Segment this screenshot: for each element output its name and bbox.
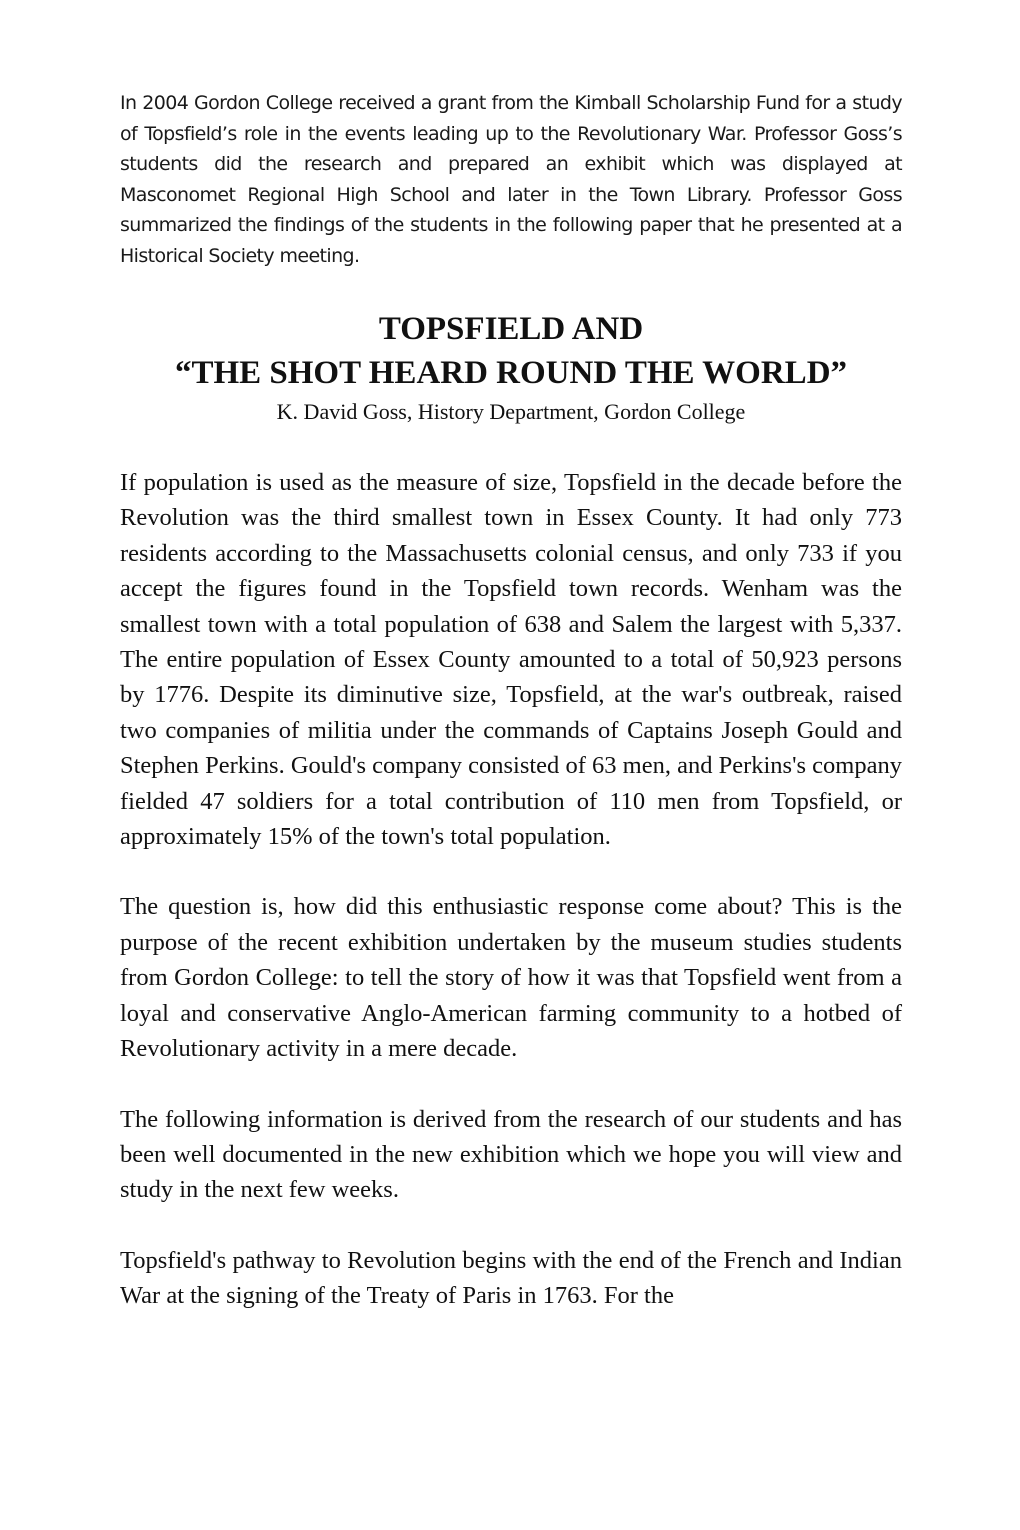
title-block [120,307,902,429]
body-paragraph-3: The following information is derived from the research of our students and has been well documented in the new exhibition which we hope you will view and study in the next few weeks. [120,1105,902,1204]
title-line-2: “THE SHOT HEARD ROUND THE WORLD” [174,355,848,391]
title-line-1: TOPSFIELD AND [378,311,644,347]
author-byline: K. David Goss, History Department, Gordon College [276,399,746,424]
intro-paragraph: In 2004 Gordon College received a grant from the Kimball Scholarship Fund for a study of Topsfield’s role in the events leading up to the Revolutionary War. Professor Goss’s students did the research and prepared an exhibit which was displayed at Masconomet Regional High School and later in the Town Library. Professor Goss summarized the findings of the students in the following paper that he presented at a Historical Society meeting. [120,92,902,267]
body-paragraph-4: Topsfield's pathway to Revolution begins with the end of the French and Indian War at the signing of the Treaty of Paris in 1763. For the [120,1246,902,1310]
document-page [120,88,902,1314]
body-paragraph-2: The question is, how did this enthusiastic response come about? This is the purpose of the recent exhibition undertaken by the museum studies students from Gordon College: to tell the story of how it was that Topsfield went from a loyal and conservative Anglo-American farming community to a hotbed of Revolutionary activity in a mere decade. [120,893,902,1063]
body-paragraph-1: If population is used as the measure of size, Topsfield in the decade before the Revolution was the third smallest town in Essex County. It had only 773 residents according to the Massachusetts colonial census, and only 733 if you accept the figures found in the Topsfield town records. Wenham was the smallest town with a total population of 638 and Salem the largest with 5,337. The entire population of Essex County amounted to a total of 50,923 persons by 1776. Despite its diminutive size, Topsfield, at the war's outbreak, raised two companies of militia under the commands of Captains Joseph Gould and Stephen Perkins. Gould's company consisted of 63 men, and Perkins's company fielded 47 soldiers for a total contribution of 110 men from Topsfield, or approximately 15% of the town's total population. [120,469,902,851]
